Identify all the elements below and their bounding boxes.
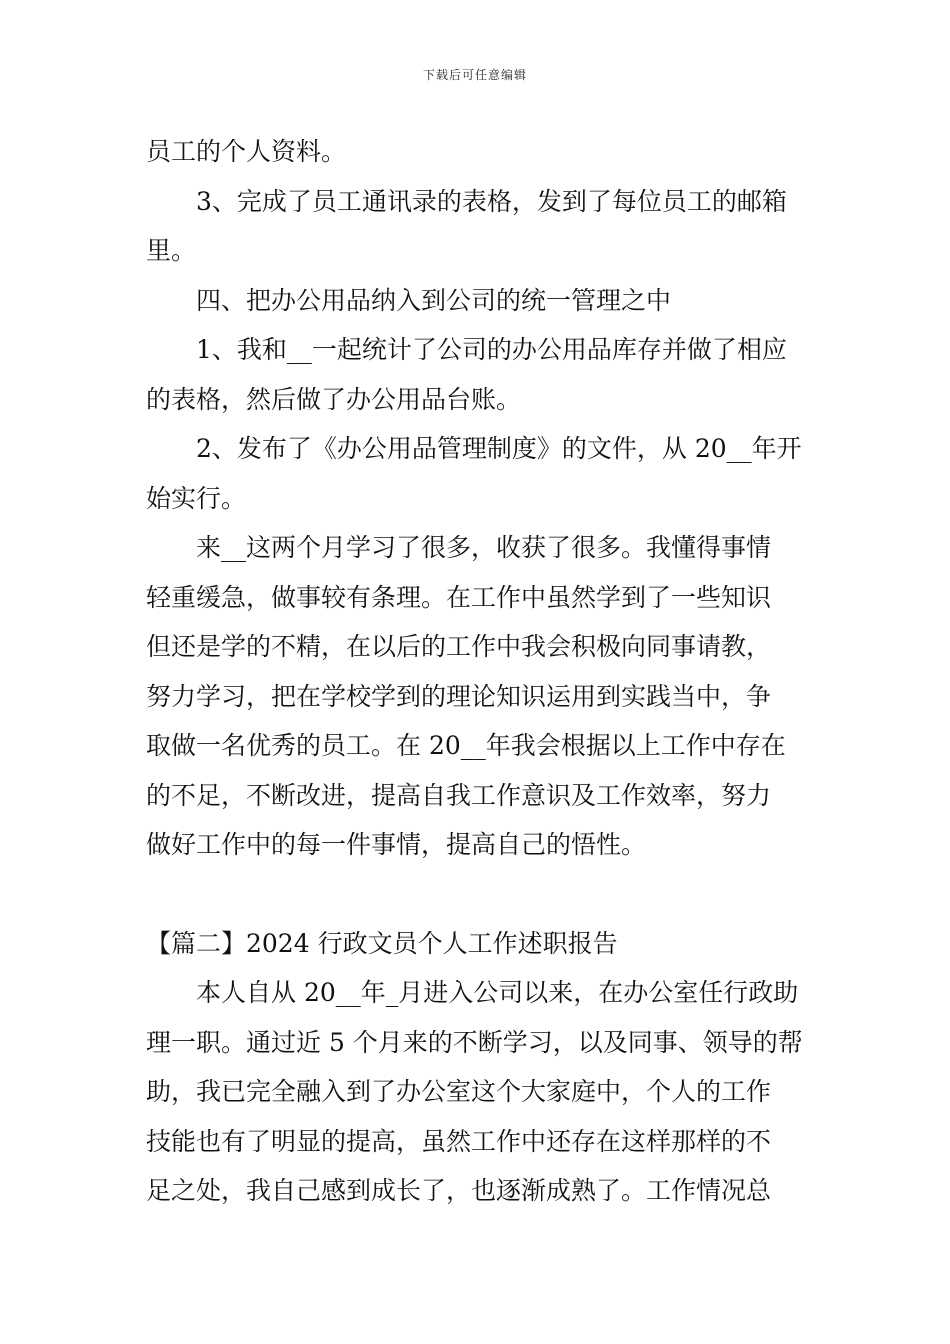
text-line: 技能也有了明显的提高，虽然工作中还存在这样那样的不 (146, 1126, 772, 1156)
text-line: 员工的个人资料。 (146, 137, 347, 166)
text-line: 足之处，我自己感到成长了，也逐渐成熟了。工作情况总 (146, 1176, 772, 1205)
text-line: 但还是学的不精，在以后的工作中我会积极向同事请教， (146, 632, 772, 661)
section-heading: 【篇二】2024 行政文员个人工作述职报告 (146, 928, 618, 958)
text-line: 始实行。 (146, 483, 247, 513)
text-line: 来__这两个月学习了很多，收获了很多。我懂得事情 (196, 533, 772, 562)
text-line: 理一职。通过近 5 个月来的不断学习，以及同事、领导的帮 (146, 1027, 803, 1057)
text-line: 的表格，然后做了办公用品台账。 (146, 384, 522, 414)
text-line: 做好工作中的每一件事情，提高自己的悟性。 (146, 830, 647, 859)
header-note: 下载后可任意编辑 (422, 68, 527, 82)
text-line: 的不足，不断改进，提高自我工作意识及工作效率，努力 (146, 780, 772, 810)
text-line: 取做一名优秀的员工。在 20__年我会根据以上工作中存在 (146, 731, 786, 760)
text-line: 里。 (146, 236, 197, 265)
text-line: 2、发布了《办公用品管理制度》的文件，从 20__年开 (196, 434, 802, 463)
document-body (146, 127, 811, 1216)
text-line: 助，我已完全融入到了办公室这个大家庭中，个人的工作 (146, 1077, 772, 1106)
text-line: 本人自从 20__年_月进入公司以来，在办公室任行政助 (196, 978, 799, 1007)
text-line: 1、我和__一起统计了公司的办公用品库存并做了相应 (196, 335, 787, 364)
text-line: 轻重缓急，做事较有条理。在工作中虽然学到了一些知识 (146, 582, 772, 612)
section-subheading: 四、把办公用品纳入到公司的统一管理之中 (196, 285, 672, 315)
text-line: 3、完成了员工通讯录的表格，发到了每位员工的邮箱 (196, 186, 787, 216)
section-two (146, 919, 811, 1216)
text-line: 努力学习，把在学校学到的理论知识运用到实践当中，争 (146, 681, 772, 711)
